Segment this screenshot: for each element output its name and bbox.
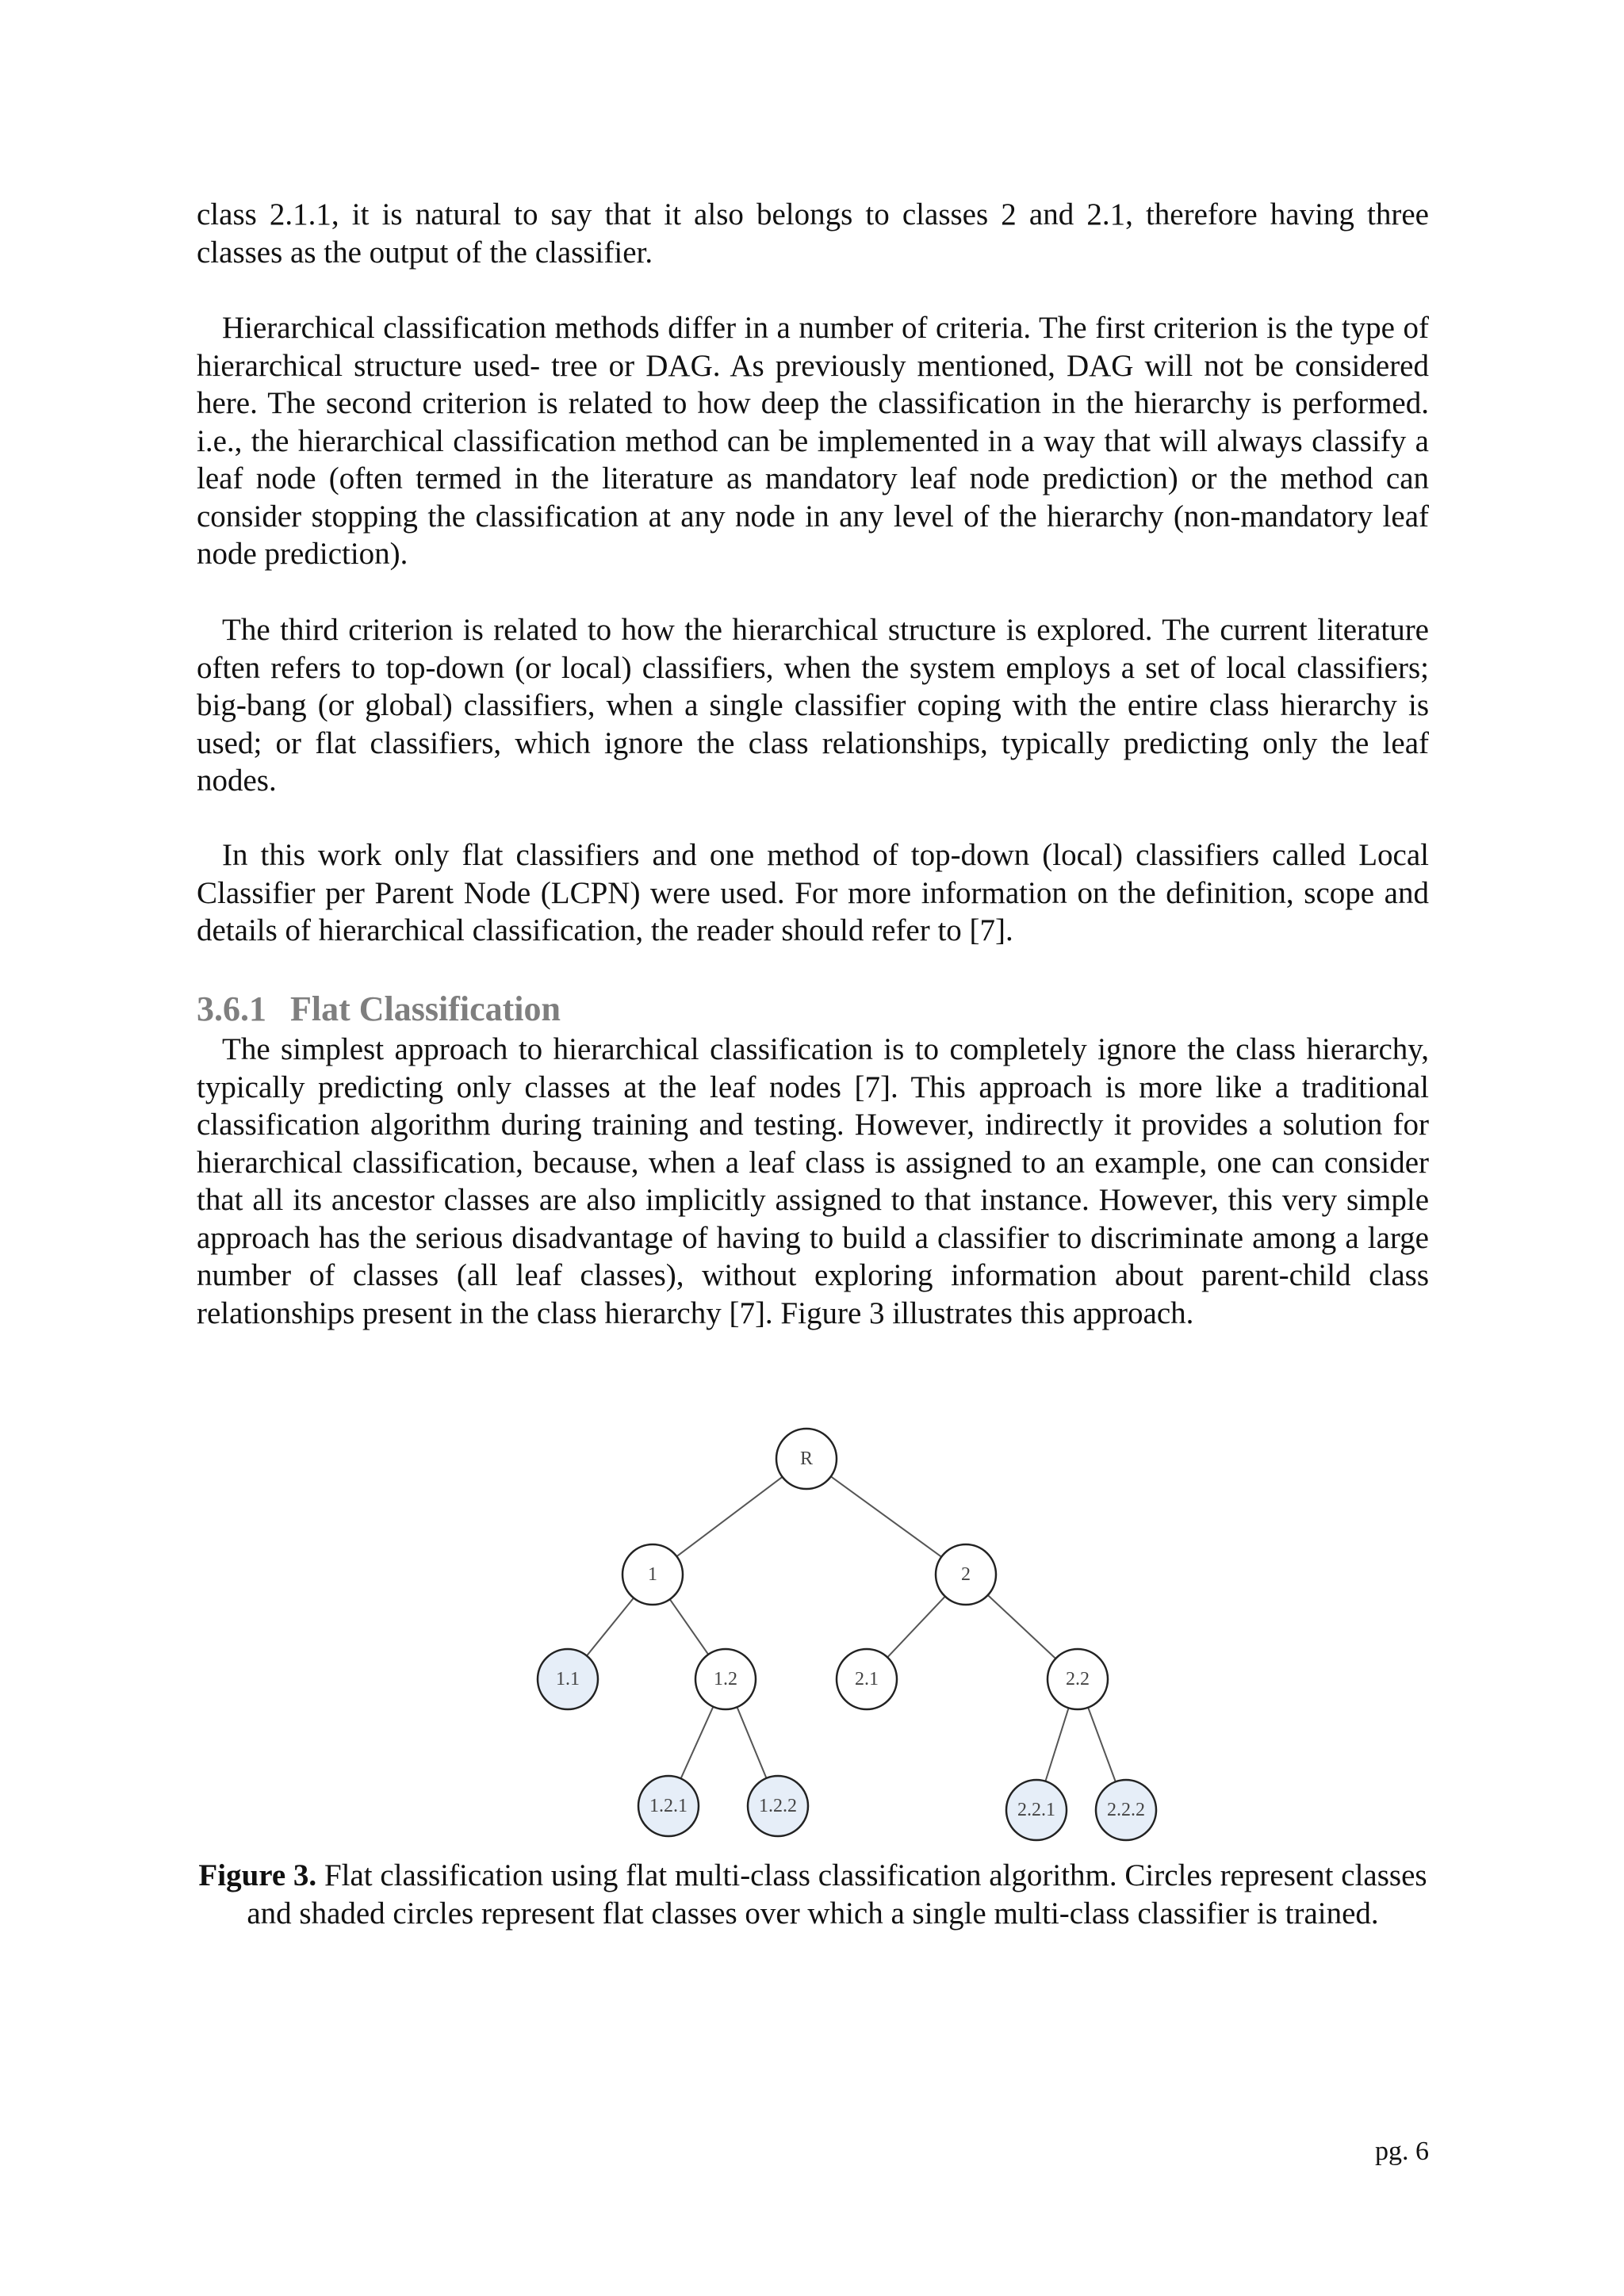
figure-label: Figure 3. xyxy=(198,1858,317,1892)
node-label: 2.2.2 xyxy=(1107,1800,1145,1820)
tree-node-1.2.2 xyxy=(748,1776,808,1836)
node-label: 1.2.2 xyxy=(759,1796,797,1816)
tree-edge-2-2.2 xyxy=(988,1595,1056,1659)
tree-node-2.1 xyxy=(837,1649,897,1709)
node-label: 2.2.1 xyxy=(1017,1800,1055,1820)
tree-edge-1-1.2 xyxy=(670,1599,709,1655)
section-title: Flat Classification xyxy=(290,989,561,1028)
page-number: pg. 6 xyxy=(1375,2137,1429,2166)
tree-edge-2.2-2.2.2 xyxy=(1088,1708,1116,1782)
node-label: R xyxy=(799,1448,814,1469)
tree-nodes xyxy=(538,1429,1156,1840)
section-number: 3.6.1 xyxy=(197,989,266,1028)
tree-edge-1.2-1.2.2 xyxy=(737,1707,766,1778)
section-heading xyxy=(197,989,561,1030)
paragraph-1: class 2.1.1, it is natural to say that it also belongs to classes 2 and 2.1, therefore having three classes as the output of the classifier. xyxy=(197,197,1429,270)
tree-edge-R-1 xyxy=(676,1477,782,1556)
paragraph-4: In this work only flat classifiers and one method of top-down (local) classifiers called Local Classifier per Parent Node (LCPN) were used. For more information on the definition, scope and details of hierarchical classification, the reader should refer to [7]. xyxy=(197,838,1429,947)
paragraph-3: The third criterion is related to how the hierarchical structure is explored. The current literature often refers to top-down (or local) classifiers, when the system employs a set of local classifiers; big-bang (or global) classifiers, when a single classifier coping with the entire class hierarchy is used; or flat classifiers, which ignore the class relationships, typically predicting only the leaf nodes. xyxy=(197,613,1429,798)
tree-node-1 xyxy=(622,1544,683,1605)
tree-node-2 xyxy=(936,1544,996,1605)
tree-node-2.2 xyxy=(1048,1649,1108,1709)
hierarchy-tree-figure xyxy=(0,1411,1624,1855)
node-label: 2 xyxy=(961,1564,971,1585)
paragraph-2: Hierarchical classification methods differ in a number of criteria. The first criterion is the type of hierarchical structure used- tree or DAG. As previously mentioned, DAG will not be considered here. The second criterion is related to how deep the classification in the hierarchy is performed. i.e., the hierarchical classification method can be implemented in a way that will always classify a leaf node (often termed in the literature as mandatory leaf node prediction) or the method can consider stopping the classification at any node in any level of the hierarchy (non-mandatory leaf node prediction). xyxy=(197,311,1429,571)
node-label: 1.2 xyxy=(714,1669,737,1689)
tree-node-R xyxy=(776,1429,837,1489)
tree-edge-1.2-1.2.1 xyxy=(681,1707,714,1779)
tree-node-1.2 xyxy=(695,1649,756,1709)
paragraph-5: The simplest approach to hierarchical classification is to completely ignore the class hierarchy, typically predicting only classes at the leaf nodes [7]. This approach is more like a traditional classification algorithm during training and testing. However, indirectly it provides a solution for hierarchical classification, because, when a leaf class is assigned to an example, one can consider that all its ancestor classes are also implicitly assigned to that instance. However, this very simple approach has the serious disadvantage of having to build a classifier to discriminate among a large number of classes (all leaf classes), without exploring information about parent-child class relationships present in the class hierarchy [7]. Figure 3 illustrates this approach. xyxy=(197,1032,1429,1330)
node-label: 1.1 xyxy=(556,1669,580,1689)
tree-edge-R-2 xyxy=(831,1476,942,1556)
node-label: 1 xyxy=(648,1564,657,1585)
tree-edge-1-1.1 xyxy=(587,1598,634,1656)
figure-caption xyxy=(197,1857,1429,1932)
tree-node-1.2.1 xyxy=(638,1776,699,1836)
figure-caption-text: Flat classification using flat multi-class classification algorithm. Circles represent classes and shaded circles represent flat classes over which a single multi-class classifier is trained. xyxy=(247,1858,1427,1931)
node-label: 1.2.1 xyxy=(649,1796,688,1816)
node-label: 2.2 xyxy=(1066,1669,1090,1689)
node-label: 2.1 xyxy=(855,1669,879,1689)
tree-node-2.2.1 xyxy=(1006,1780,1067,1840)
tree-node-2.2.2 xyxy=(1096,1780,1156,1840)
tree-edge-2-2.1 xyxy=(887,1597,945,1658)
tree-edges xyxy=(587,1476,1116,1781)
tree-edge-2.2-2.2.1 xyxy=(1045,1708,1068,1781)
tree-node-1.1 xyxy=(538,1649,598,1709)
